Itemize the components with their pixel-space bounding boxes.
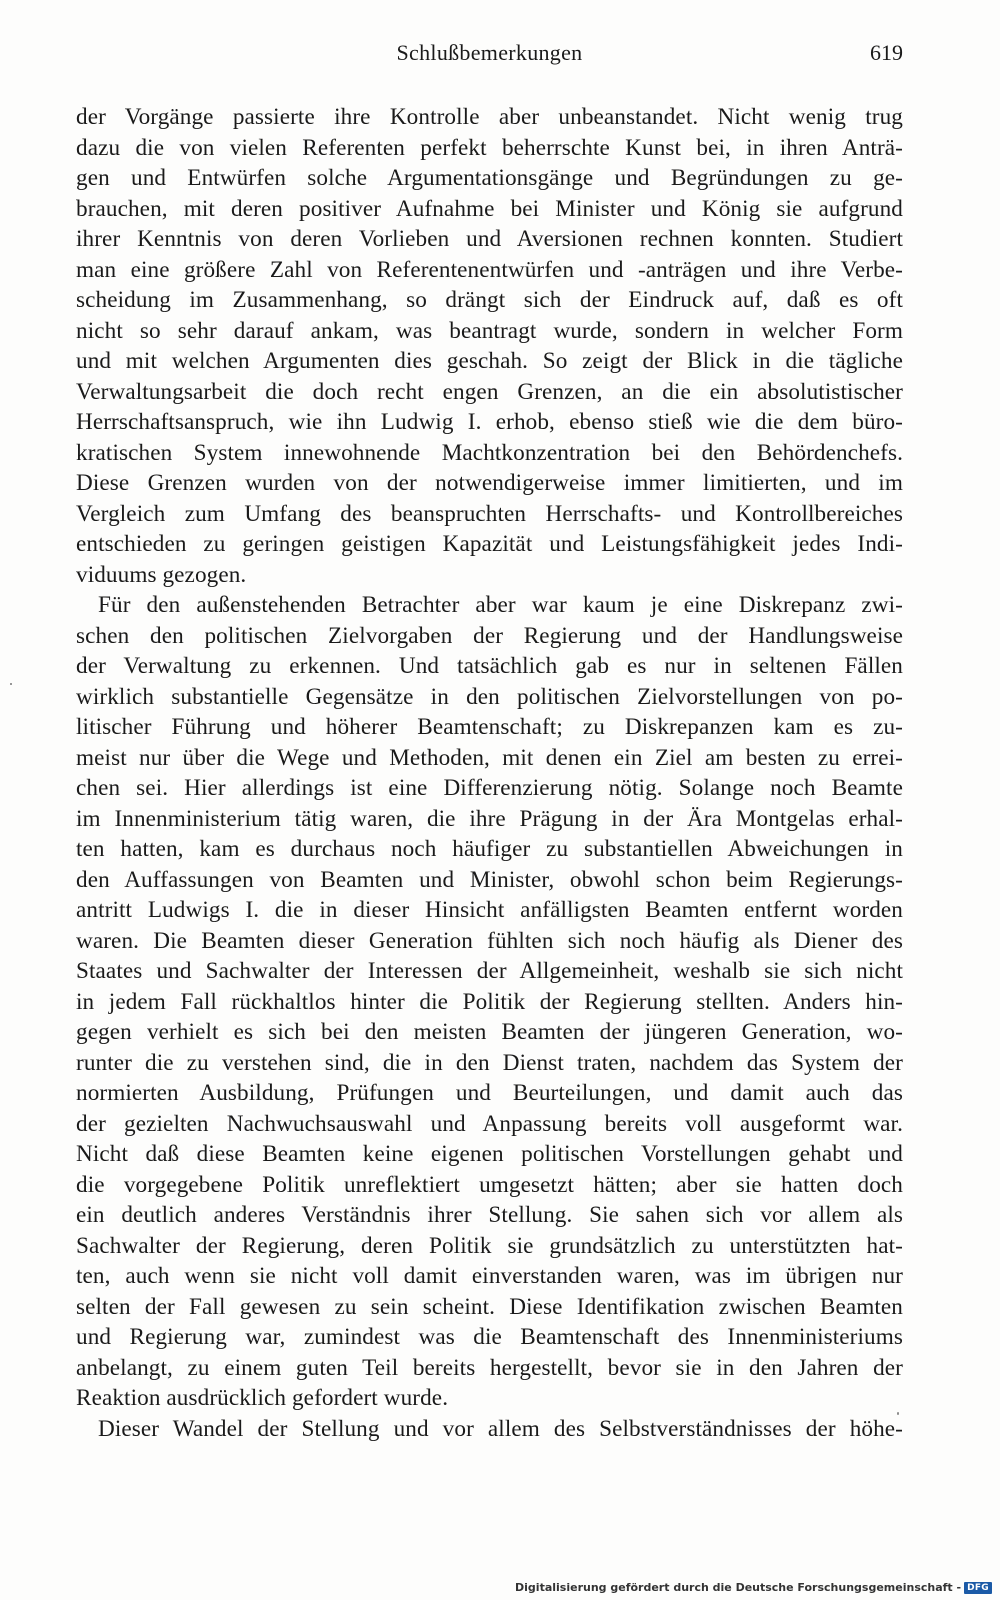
text-line: entschieden zu geringen geistigen Kapazität und Leistungsfähigkeit jedes Indi- bbox=[76, 531, 903, 557]
text-line: und Regierung war, zumindest was die Beamtenschaft des Innenministeriums bbox=[76, 1324, 903, 1350]
text-line: der Vorgänge passierte ihre Kontrolle aber unbeanstandet. Nicht wenig trug bbox=[76, 104, 903, 130]
text-line: schen den politischen Zielvorgaben der Regierung und der Handlungsweise bbox=[76, 622, 903, 649]
text-line: der Verwaltung zu erkennen. Und tatsächlich gab es nur in seltenen Fällen bbox=[76, 653, 903, 679]
text-line: ten, auch wenn sie nicht voll damit einverstanden waren, was im übrigen nur bbox=[76, 1263, 903, 1289]
text-line: viduums gezogen. bbox=[76, 561, 247, 588]
text-line: ein deutlich anderes Verständnis ihrer Stellung. Sie sahen sich vor allem als bbox=[76, 1202, 903, 1228]
dfg-logo: DFG bbox=[964, 1582, 992, 1594]
text-line: im Innenministerium tätig waren, die ihre Prägung in der Ära Montgelas erhal- bbox=[76, 805, 903, 832]
text-line: dazu die von vielen Referenten perfekt beherrschte Kunst bei, in ihren Anträ- bbox=[76, 134, 903, 161]
text-line: Staates und Sachwalter der Interessen der Allgemeinheit, weshalb sie sich nicht bbox=[76, 958, 903, 984]
paragraph-first-line: Dieser Wandel der Stellung und vor allem des Selbstverständnisses der höhe- bbox=[98, 1415, 903, 1442]
text-line: Sachwalter der Regierung, deren Politik sie grundsätzlich zu unterstützten hat- bbox=[76, 1232, 903, 1259]
text-line: den Auffassungen von Beamten und Minister, obwohl schon beim Regierungs- bbox=[76, 866, 903, 893]
text-line: chen sei. Hier allerdings ist eine Differenzierung nötig. Solange noch Beamte bbox=[76, 775, 903, 801]
text-line: Nicht daß diese Beamten keine eigenen politischen Vorstellungen gehabt und bbox=[76, 1141, 903, 1167]
text-line: Verwaltungsarbeit die doch recht engen Grenzen, an die ein absolutistischer bbox=[76, 378, 903, 405]
text-line: meist nur über die Wege und Methoden, mit denen ein Ziel am besten zu errei- bbox=[76, 744, 903, 771]
text-line: anbelangt, zu einem guten Teil bereits hergestellt, bevor sie in den Jahren der bbox=[76, 1354, 903, 1381]
text-line: brauchen, mit deren positiver Aufnahme bei Minister und König sie aufgrund bbox=[76, 195, 903, 222]
text-line: wirklich substantielle Gegensätze in den politischen Zielvorstellungen von po- bbox=[76, 683, 903, 710]
running-head bbox=[76, 40, 903, 70]
text-line: der gezielten Nachwuchsauswahl und Anpassung bereits voll ausgeformt war. bbox=[76, 1110, 903, 1137]
text-line: die vorgegebene Politik unreflektiert umgesetzt hätten; aber sie hatten doch bbox=[76, 1171, 903, 1198]
text-line: nicht so sehr darauf ankam, was beantragt wurde, sondern in welcher Form bbox=[76, 317, 903, 344]
credit-text: Digitalisierung gefördert durch die Deutsche Forschungsgemeinschaft - bbox=[515, 1581, 962, 1594]
text-line: antritt Ludwigs I. die in dieser Hinsicht anfälligsten Beamten entfernt worden bbox=[76, 897, 903, 923]
text-line: selten der Fall gewesen zu sein scheint. Diese Identifikation zwischen Beamten bbox=[76, 1293, 903, 1320]
digitization-credit bbox=[515, 1581, 992, 1594]
text-line: kratischen System innewohnende Machtkonzentration bei den Behördenchefs. bbox=[76, 439, 903, 466]
text-line: Reaktion ausdrücklich gefordert wurde. bbox=[76, 1385, 449, 1411]
scan-speck bbox=[10, 683, 12, 685]
text-line: Diese Grenzen wurden von der notwendigerweise immer limitierten, und im bbox=[76, 470, 903, 496]
text-line: ihrer Kenntnis von deren Vorlieben und Aversionen rechnen konnten. Studiert bbox=[76, 226, 903, 252]
text-line: normierten Ausbildung, Prüfungen und Beurteilungen, und damit auch das bbox=[76, 1080, 903, 1106]
text-line: Vergleich zum Umfang des beanspruchten Herrschafts- und Kontrollbereiches bbox=[76, 500, 903, 527]
text-line: und mit welchen Argumenten dies geschah. So zeigt der Blick in die tägliche bbox=[76, 348, 903, 374]
scan-speck bbox=[897, 1412, 899, 1415]
page-number: 619 bbox=[870, 40, 903, 65]
text-line: litischer Führung und höherer Beamtenschaft; zu Diskrepanzen kam es zu- bbox=[76, 714, 903, 740]
text-line: man eine größere Zahl von Referentenentwürfen und -anträgen und ihre Verbe- bbox=[76, 256, 903, 283]
text-line: ten hatten, kam es durchaus noch häufiger zu substantiellen Abweichungen in bbox=[76, 836, 903, 862]
text-line: Herrschaftsanspruch, wie ihn Ludwig I. erhob, ebenso stieß wie die dem büro- bbox=[76, 409, 903, 435]
text-line: scheidung im Zusammenhang, so drängt sich der Eindruck auf, daß es oft bbox=[76, 287, 903, 313]
text-line: runter die zu verstehen sind, die in den Dienst traten, nachdem das System der bbox=[76, 1049, 903, 1076]
text-line: gen und Entwürfen solche Argumentationsgänge und Begründungen zu ge- bbox=[76, 165, 903, 191]
text-line: waren. Die Beamten dieser Generation fühlten sich noch häufig als Diener des bbox=[76, 927, 903, 954]
running-title: Schlußbemerkungen bbox=[396, 40, 583, 65]
text-line: in jedem Fall rückhaltlos hinter die Politik der Regierung stellten. Anders hin- bbox=[76, 988, 903, 1015]
text-line: gegen verhielt es sich bei den meisten Beamten der jüngeren Generation, wo- bbox=[76, 1019, 903, 1045]
paragraph-first-line: Für den außenstehenden Betrachter aber war kaum je eine Diskrepanz zwi- bbox=[98, 592, 903, 618]
body-text bbox=[76, 102, 903, 1444]
